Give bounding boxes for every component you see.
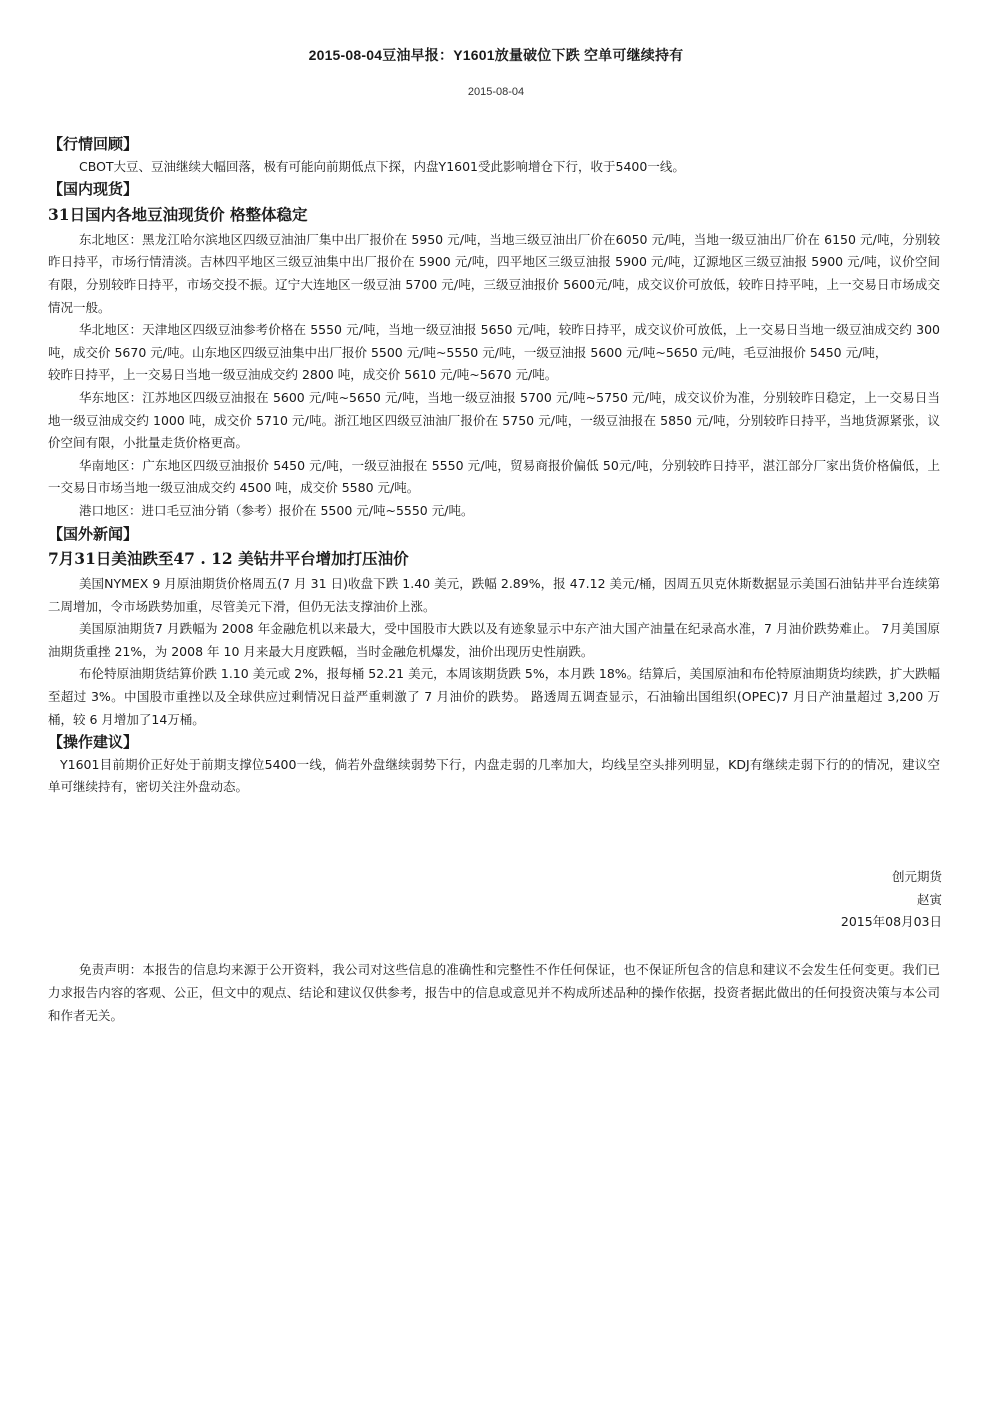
north-paragraph: 华北地区：天津地区四级豆油参考价格在 5550 元/吨，当地一级豆油报 5650 元/吨，较昨日持平，成交议价可放低，上一交易日当地一级豆油成交约 300 吨，成交价 5670 元/吨。山东地区四级豆油集中出厂报价 5500 元/吨~5550 元/吨，一级豆油报 5600 元/吨~5650 元/吨，毛豆油报价 5450 元/吨， <box>48 322 940 360</box>
foreign-subheading: 7月31日美油跌至47 . 12 美钻井平台增加打压油价 <box>48 549 409 569</box>
foreign-paragraph-1: 美国NYMEX 9 月原油期货价格周五(7 月 31 日)收盘下跌 1.40 美元，跌幅 2.89%，报 47.12 美元/桶，因周五贝克休斯数据显示美国石油钻井平台连续第二周增加，令市场跌势加重，尽管美元下滑，但仍无法支撑油价上涨。 <box>48 576 940 614</box>
domestic-subheading: 31日国内各地豆油现货价 格整体稳定 <box>48 204 308 224</box>
signature-author: 赵寅 <box>916 891 942 907</box>
section-heading-domestic: 【国内现货】 <box>48 180 139 199</box>
report-date: 2015-08-04 <box>467 86 525 98</box>
northeast-paragraph: 东北地区：黑龙江哈尔滨地区四级豆油油厂集中出厂报价在 5950 元/吨，当地三级豆油出厂价在6050 元/吨，当地一级豆油出厂价在 6150 元/吨，分别较昨日持平，市场行情清淡。吉林四平地区三级豆油集中出厂报价在 5900 元/吨，四平地区三级豆油报 5900 元/吨，辽源地区三级豆油报 5900 元/吨，议价空间有限，分别较昨日持平，市场交投不振。辽宁大连地区一级豆油 5700 元/吨，三级豆油报价 5600元/吨，成交议价可放低，较昨日持平吨，上一交易日市场成交情况一般。 <box>48 231 940 315</box>
section-heading-advice: 【操作建议】 <box>48 733 139 752</box>
port-paragraph: 港口地区：进口毛豆油分销（参考）报价在 5500 元/吨~5550 元/吨。 <box>79 502 474 518</box>
north-paragraph-continued: 较昨日持平，上一交易日当地一级豆油成交约 2800 吨，成交价 5610 元/吨~5670 元/吨。 <box>48 367 558 383</box>
advice-text: Y1601目前期价正好处于前期支撑位5400一线，倘若外盘继续弱势下行，内盘走弱的几率加大，均线呈空头排列明显，KDJ有继续走弱下行的的情况，建议空单可继续持有，密切关注外盘动态。 <box>48 756 940 795</box>
report-title: 2015-08-04豆油早报：Y1601放量破位下跌 空单可继续持有 <box>308 47 684 63</box>
east-paragraph: 华东地区：江苏地区四级豆油报在 5600 元/吨~5650 元/吨，当地一级豆油报 5700 元/吨~5750 元/吨，成交议价为准，分别较昨日稳定，上一交易日当地一级豆油成交约 1000 吨，成交价 5710 元/吨。浙江地区四级豆油油厂报价在 5750 元/吨，一级豆油报在 5850 元/吨，分别较昨日持平，当地货源紧张，议价空间有限，小批量走货价格更高。 <box>48 389 940 451</box>
review-text: CBOT大豆、豆油继续大幅回落，极有可能向前期低点下探，内盘Y1601受此影响增仓下行，收于5400一线。 <box>79 158 685 174</box>
signature-block <box>841 866 942 934</box>
section-heading-foreign: 【国外新闻】 <box>48 524 139 543</box>
signature-company: 创元期货 <box>891 869 942 884</box>
signature-date: 2015年08月03日 <box>840 914 942 930</box>
south-paragraph: 华南地区：广东地区四级豆油报价 5450 元/吨，一级豆油报在 5550 元/吨，贸易商报价偏低 50元/吨，分别较昨日持平，湛江部分厂家出货价格偏低，上一交易日市场当地一级豆油成交约 4500 吨，成交价 5580 元/吨。 <box>48 457 940 496</box>
report-body <box>48 133 940 799</box>
section-heading-review: 【行情回顾】 <box>48 135 139 153</box>
foreign-paragraph-2: 美国原油期货7 月跌幅为 2008 年金融危机以来最大，受中国股市大跌以及有迹象显示中东产油大国产油量在纪录高水准，7 月油价跌势难止。 7月美国原油期货重挫 21%，为 2008 年 10 月来最大月度跌幅，当时金融危机爆发，油价出现历史性崩跌。 <box>48 621 940 659</box>
foreign-paragraph-3: 布伦特原油期货结算价跌 1.10 美元或 2%，报每桶 52.21 美元，本周该期货跌 5%，本月跌 18%。结算后，美国原油和布伦特原油期货均续跌，扩大跌幅至超过 3%。中国股市重挫以及全球供应过剩情况日益严重刺激了 7 月油价的跌势。 路透周五调查显示，石油输出国组织(OPEC)7 月日产油量超过 3,200 万桶，较 6 月增加了14万桶。 <box>48 666 940 727</box>
disclaimer: 免责声明：本报告的信息均来源于公开资料，我公司对这些信息的准确性和完整性不作任何保证，也不保证所包含的信息和建议不会发生任何变更。我们已力求报告内容的客观、公正，但文中的观点、结论和建议仅供参考，报告中的信息或意见并不构成所述品种的操作依据，投资者据此做出的任何投资决策与本公司和作者无关。 <box>48 962 940 1023</box>
